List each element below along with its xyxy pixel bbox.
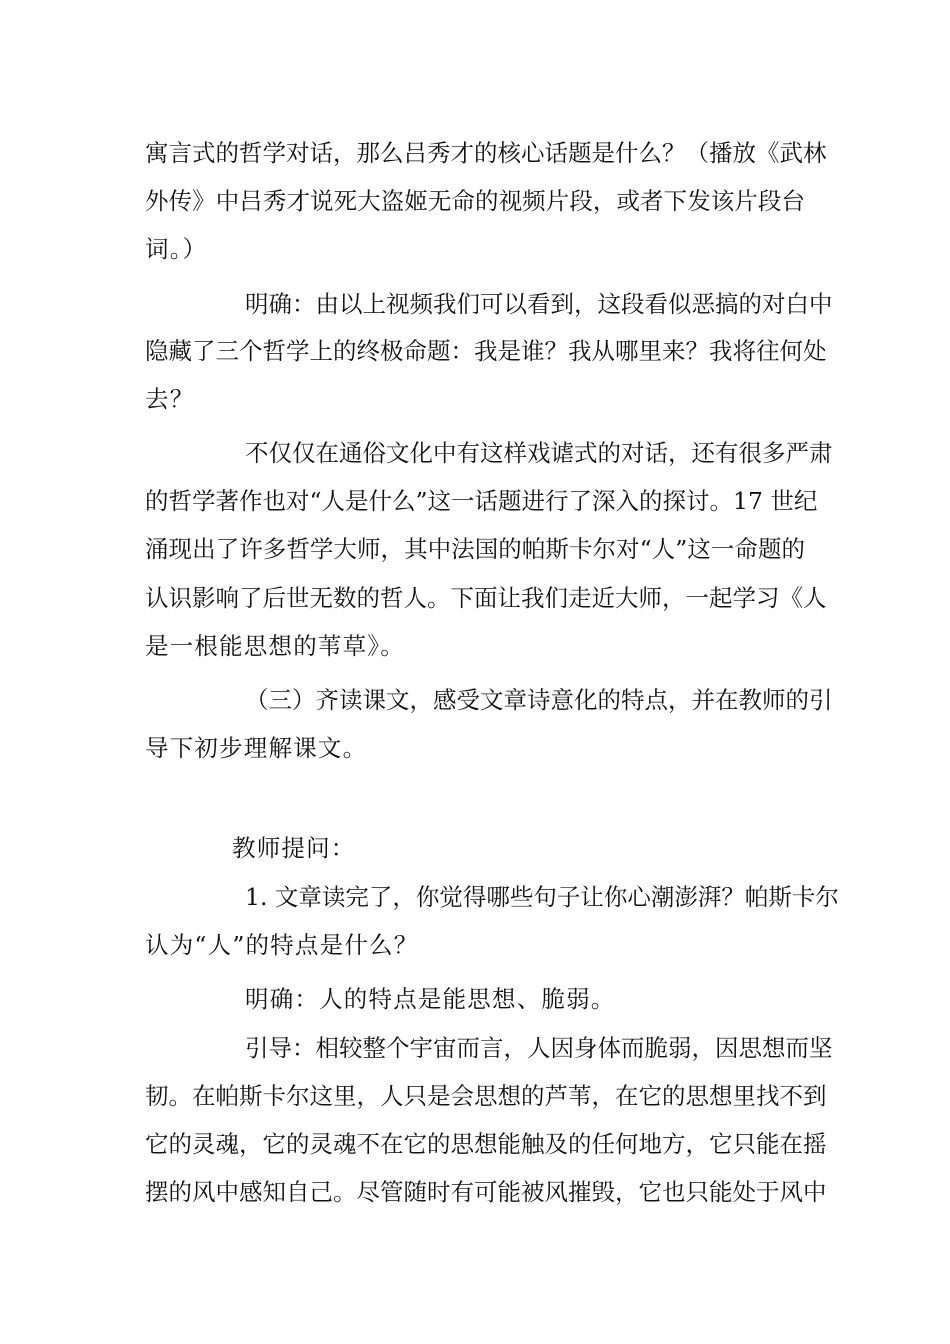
text-line: 是一根能思想的苇草》。 [145,632,405,660]
text-line: 隐藏了三个哲学上的终极命题：我是谁？我从哪里来？我将往何处 [145,337,827,365]
text-line: 的哲学著作也对“人是什么”这一话题进行了深入的探讨。17 世纪 [145,487,818,515]
text-line: 外传》中吕秀才说死大盗姬无命的视频片段，或者下发该片段台 [145,187,805,215]
text-line: 认识影响了后世无数的哲人。下面让我们走近大师，一起学习《人 [145,584,827,612]
text-line: 1. 文章读完了，你觉得哪些句子让你心潮澎湃？帕斯卡尔 [245,883,839,911]
text-line: 导下初步理解课文。 [145,734,368,762]
text-line: 去？ [145,385,195,413]
text-line: 摆的风中感知自己。尽管随时有可能被风摧毁，它也只能处于风中 [145,1178,827,1206]
text-line: （三）齐读课文，感受文章诗意化的特点，并在教师的引 [245,686,833,714]
text-line: 词。） [145,235,208,263]
text-line: 引导：相较整个宇宙而言，人因身体而脆弱，因思想而坚 [245,1034,833,1062]
text-line: 韧。在帕斯卡尔这里，人只是会思想的芦苇，在它的思想里找不到 [145,1082,827,1110]
text-line: 明确：人的特点是能思想、脆弱。 [245,985,616,1013]
text-line: 教师提问： [232,834,356,862]
text-line: 不仅仅在通俗文化中有这样戏谑式的对话，还有很多严肃 [245,439,833,467]
text-line: 明确：由以上视频我们可以看到，这段看似恶搞的对白中 [245,290,833,318]
text-line: 认为“人”的特点是什么？ [145,931,419,959]
text-line: 涌现出了许多哲学大师，其中法国的帕斯卡尔对“人”这一命题的 [145,535,805,563]
text-line: 它的灵魂，它的灵魂不在它的思想能触及的任何地方，它只能在摇 [145,1130,827,1158]
text-line: 寓言式的哲学对话，那么吕秀才的核心话题是什么？（播放《武林 [145,139,827,167]
